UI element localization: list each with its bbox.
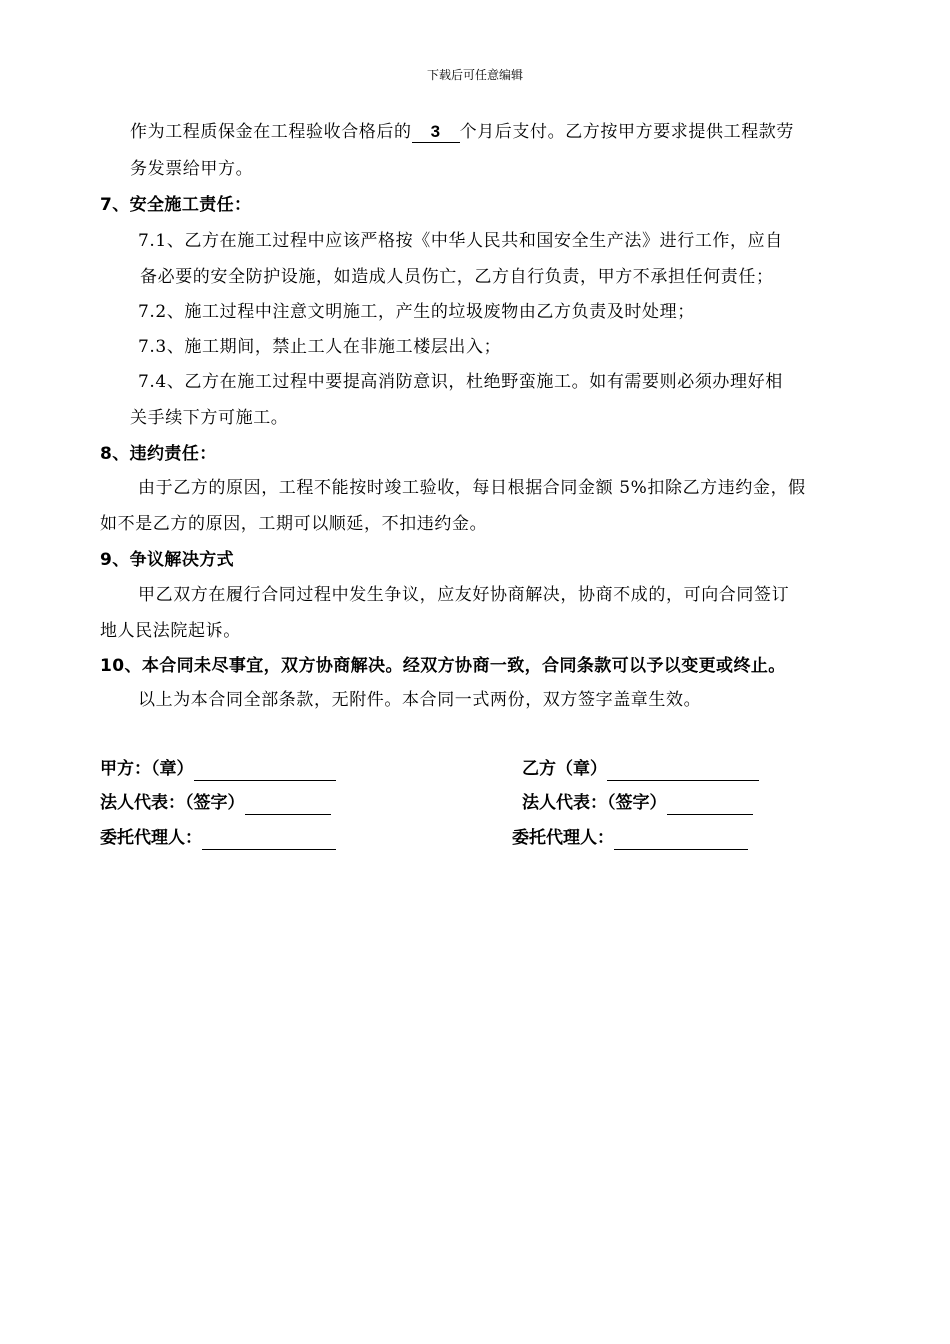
party-b-agent-label: 委托代理人： <box>512 828 614 848</box>
party-a-seal-row <box>100 757 336 781</box>
section9-title: 9、争议解决方式 <box>100 550 235 570</box>
section8-line1: 由于乙方的原因，工程不能按时竣工验收，每日根据合同金额 5%扣除乙方违约金，假 <box>138 478 806 498</box>
clause6-cont-line2: 务发票给甲方。 <box>130 159 254 179</box>
months-value: 3 <box>412 122 460 143</box>
section10-title: 10、本合同未尽事宜，双方协商解决。经双方协商一致，合同条款可以予以变更或终止。 <box>100 656 786 676</box>
party-b-agent-blank[interactable] <box>614 831 748 850</box>
section8-title: 8、违约责任： <box>100 444 217 464</box>
party-a-seal-blank[interactable] <box>194 762 336 781</box>
section7-item1-line2: 备必要的安全防护设施，如造成人员伤亡，乙方自行负责，甲方不承担任何责任； <box>140 267 774 287</box>
clause6-text-after: 个月后支付。乙方按甲方要求提供工程款劳 <box>459 122 795 142</box>
party-b-rep-blank[interactable] <box>667 796 753 815</box>
party-a-rep-row <box>100 791 331 815</box>
section7-item2: 7.2、施工过程中注意文明施工，产生的垃圾废物由乙方负责及时处理； <box>138 302 695 322</box>
party-b-seal-blank[interactable] <box>607 762 759 781</box>
party-a-rep-label: 法人代表：（签字） <box>100 793 245 813</box>
party-a-rep-blank[interactable] <box>245 796 331 815</box>
party-b-seal-label: 乙方（章） <box>522 759 607 779</box>
clause6-text-before: 作为工程质保金在工程验收合格后的 <box>130 122 412 142</box>
party-a-agent-label: 委托代理人： <box>100 828 202 848</box>
clause6-cont-line1 <box>130 120 794 144</box>
section7-item4-line1: 7.4、乙方在施工过程中要提高消防意识，杜绝野蛮施工。如有需要则必须办理好相 <box>138 372 783 392</box>
section7-item4-line2: 关手续下方可施工。 <box>130 408 289 428</box>
header-note: 下载后可任意编辑 <box>426 68 523 82</box>
section9-line2: 地人民法院起诉。 <box>100 621 241 641</box>
section8-line2: 如不是乙方的原因，工期可以顺延，不扣违约金。 <box>100 514 488 534</box>
section7-item3: 7.3、施工期间，禁止工人在非施工楼层出入； <box>138 337 502 357</box>
party-b-rep-row <box>522 791 753 815</box>
section7-title: 7、安全施工责任： <box>100 195 252 215</box>
section9-line1: 甲乙双方在履行合同过程中发生争议，应友好协商解决，协商不成的，可向合同签订 <box>138 585 790 605</box>
party-a-agent-blank[interactable] <box>202 831 336 850</box>
party-a-agent-row <box>100 826 336 850</box>
section10-line1: 以上为本合同全部条款，无附件。本合同一式两份，双方签字盖章生效。 <box>138 690 702 710</box>
party-b-seal-row <box>522 757 759 781</box>
party-b-agent-row <box>512 826 748 850</box>
party-b-rep-label: 法人代表：（签字） <box>522 793 667 813</box>
party-a-seal-label: 甲方：（章） <box>100 759 194 779</box>
section7-item1-line1: 7.1、乙方在施工过程中应该严格按《中华人民共和国安全生产法》进行工作，应自 <box>138 231 783 251</box>
